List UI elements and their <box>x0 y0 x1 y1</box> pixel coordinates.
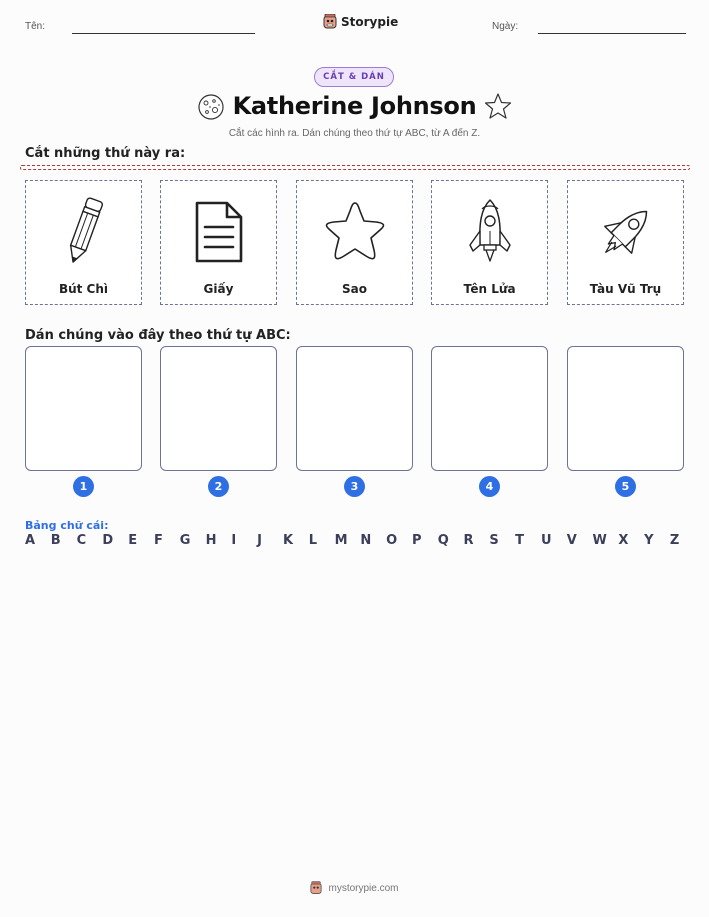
alphabet-letter: O <box>386 533 398 548</box>
page-title: Katherine Johnson <box>232 92 477 120</box>
slot-number-1: 1 <box>73 476 94 497</box>
footer <box>0 881 709 895</box>
paper-icon <box>193 199 245 265</box>
storypie-mascot-icon <box>310 881 322 895</box>
alphabet-letter: Y <box>644 533 654 548</box>
card-label: Giấy <box>203 282 234 296</box>
alphabet-letter: D <box>102 533 114 548</box>
alphabet-letter: R <box>463 533 474 548</box>
alphabet-letter: F <box>153 533 163 548</box>
paste-slot-5[interactable] <box>567 346 684 471</box>
brand-logo <box>323 14 398 29</box>
alphabet-letter: C <box>76 533 87 548</box>
alphabet-letter: J <box>257 533 263 548</box>
card-label: Tàu Vũ Trụ <box>589 282 662 296</box>
cut-card-pencil[interactable] <box>25 180 142 305</box>
name-label: Tên: <box>25 21 46 32</box>
alphabet-letter: Z <box>669 533 680 548</box>
date-label: Ngày: <box>492 21 519 32</box>
slot-number-2: 2 <box>208 476 229 497</box>
card-label: Sao <box>342 282 367 296</box>
paste-section-heading: Dán chúng vào đây theo thứ tự ABC: <box>25 328 291 343</box>
alphabet-heading: Bảng chữ cái: <box>25 519 109 532</box>
alphabet-letter: A <box>25 533 36 548</box>
cut-card-star[interactable] <box>296 180 413 305</box>
paste-slot-3[interactable] <box>296 346 413 471</box>
alphabet-letter: S <box>489 533 499 548</box>
slot-number-4: 4 <box>479 476 500 497</box>
alphabet-letter: T <box>515 533 525 548</box>
activity-badge: CẮT & DÁN <box>314 67 394 87</box>
brand-name: Storypie <box>341 14 399 29</box>
paste-slot-1[interactable] <box>25 346 142 471</box>
alphabet-letter: M <box>334 533 348 548</box>
cut-card-rocket[interactable] <box>431 180 548 305</box>
alphabet-letter: H <box>205 533 217 548</box>
slot-number-5: 5 <box>615 476 636 497</box>
alphabet-letter: E <box>128 533 138 548</box>
instructions: Cắt các hình ra. Dán chúng theo thứ tự ABC, từ A đến Z. <box>228 128 481 139</box>
alphabet-letter: V <box>566 533 577 548</box>
spaceship-icon <box>591 199 661 265</box>
alphabet-letter: N <box>360 533 372 548</box>
date-line[interactable] <box>538 33 686 34</box>
pencil-icon <box>61 194 107 270</box>
alphabet-letter: Q <box>437 533 449 548</box>
paste-slot-2[interactable] <box>160 346 277 471</box>
alphabet-letter: I <box>231 533 237 548</box>
footer-url[interactable]: mystorypie.com <box>328 882 399 894</box>
cut-card-paper[interactable] <box>160 180 277 305</box>
card-label: Tên Lửa <box>463 282 516 296</box>
cut-line <box>20 165 690 170</box>
star-decoration-icon <box>483 92 513 120</box>
alphabet-letter: P <box>411 533 422 548</box>
rocket-icon <box>465 197 515 267</box>
paste-slot-4[interactable] <box>431 346 548 471</box>
card-label: Bút Chì <box>58 282 109 296</box>
slot-number-3: 3 <box>344 476 365 497</box>
alphabet-letter: U <box>540 533 552 548</box>
star-icon <box>320 199 390 265</box>
alphabet-letter: X <box>618 533 629 548</box>
alphabet-letter: G <box>179 533 191 548</box>
alphabet-letter: K <box>282 533 294 548</box>
alphabet-letter: L <box>308 533 318 548</box>
storypie-mascot-icon <box>323 14 337 29</box>
alphabet-letter: W <box>592 533 607 548</box>
cut-card-spaceship[interactable] <box>567 180 684 305</box>
alphabet-letter: B <box>50 533 61 548</box>
cut-section-heading: Cắt những thứ này ra: <box>25 146 186 161</box>
name-line[interactable] <box>72 33 255 34</box>
alphabet-row <box>25 533 695 548</box>
